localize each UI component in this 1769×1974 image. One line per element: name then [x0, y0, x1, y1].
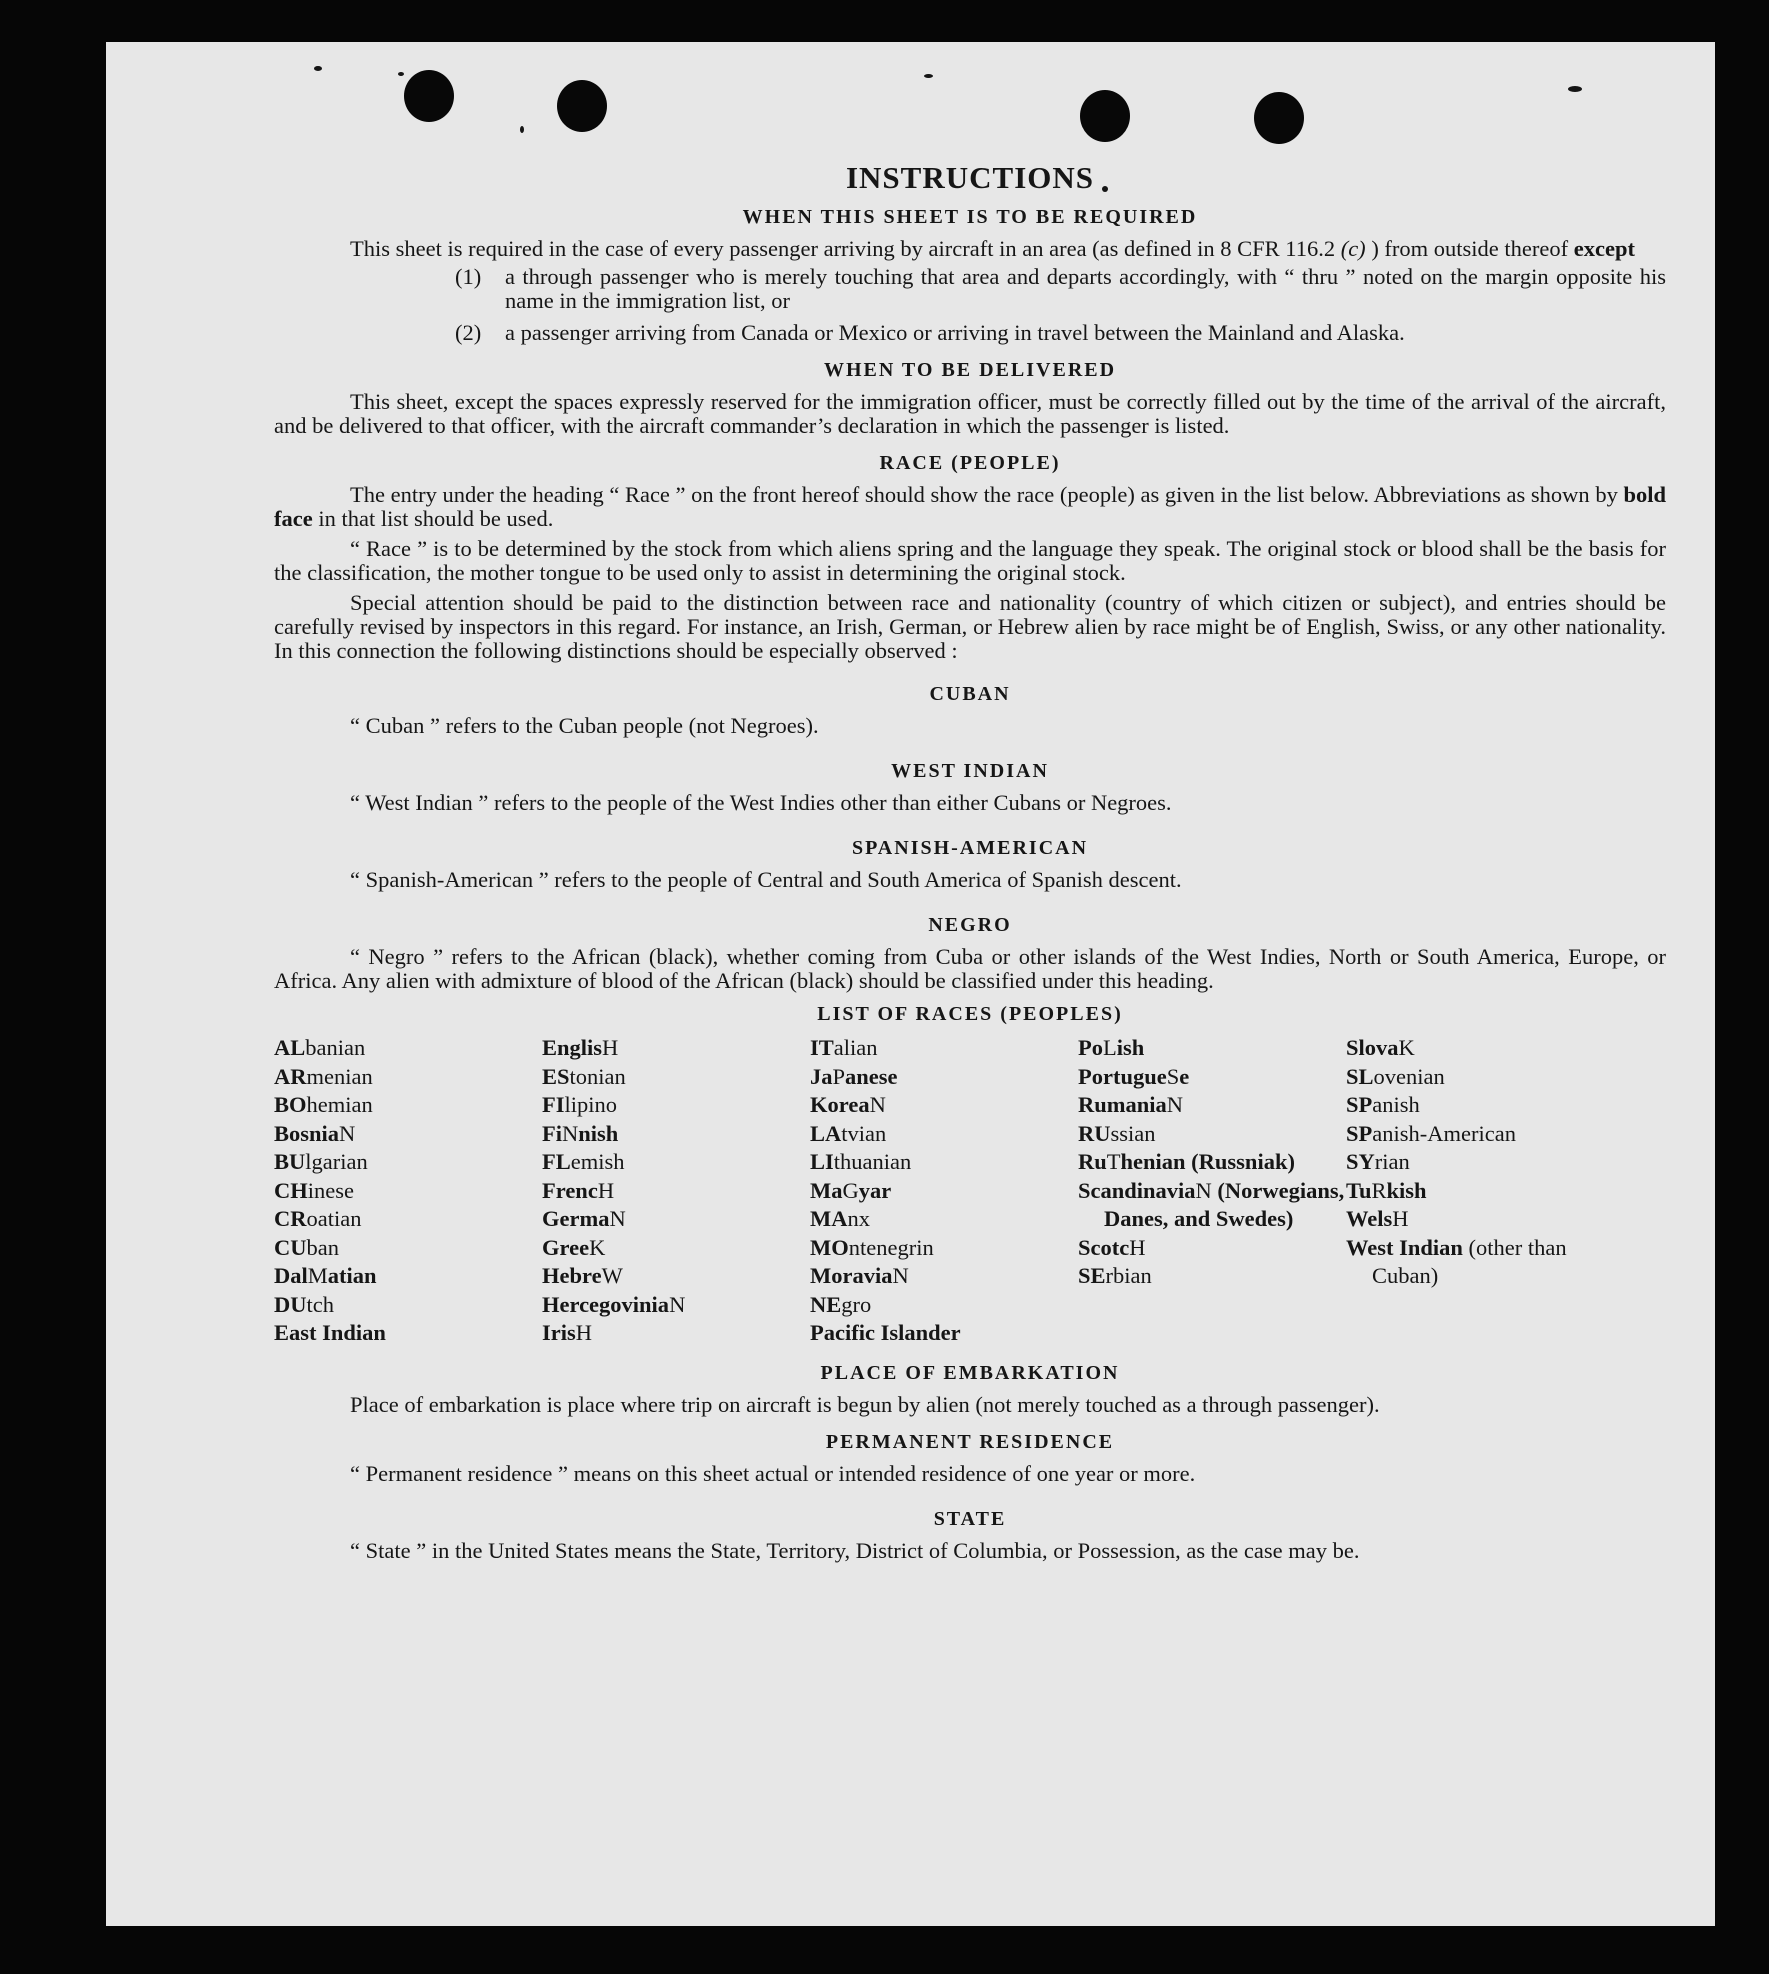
race-entry: GermaN [542, 1206, 626, 1231]
race-entry: ScandinaviaN (Norwegians, Danes, and Swedes) [1078, 1177, 1345, 1231]
heading-when-required: WHEN THIS SHEET IS TO BE REQUIRED [742, 206, 1198, 228]
race-entry: FiNnish [542, 1120, 619, 1146]
race-entry: TuRkish [1346, 1177, 1427, 1203]
heading-west-indian: WEST INDIAN [891, 760, 1049, 782]
race-entry: FLemish [542, 1149, 625, 1174]
race-entry: East Indian [274, 1320, 386, 1345]
heading-when-delivered: WHEN TO BE DELIVERED [823, 359, 1117, 381]
spanish-american-paragraph: “ Spanish-American ” refers to the people of Central and South America of Spanish descent. [350, 867, 1182, 892]
punch-hole [557, 80, 607, 132]
race-entry: MOntenegrin [810, 1234, 934, 1260]
race-entry: BOhemian [274, 1092, 373, 1117]
race-paragraph-1: The entry under the heading “ Race ” on the front hereof should show the race (people) as given in the list below. Abbreviations as shown by bold face in that list should be used. [274, 482, 1666, 531]
heading-negro: NEGRO [928, 914, 1012, 936]
speck [314, 66, 322, 71]
race-entry: FrencH [542, 1177, 615, 1203]
race-entry: WelsH [1346, 1206, 1409, 1231]
residence-paragraph: “ Permanent residence ” means on this sheet actual or intended residence of one year or more. [350, 1460, 1196, 1486]
race-entry: PoLish [1078, 1035, 1145, 1060]
race-entry: FIlipino [542, 1092, 618, 1117]
race-column [1346, 1034, 1614, 1348]
speck [924, 74, 933, 78]
race-entry: LIthuanian [810, 1149, 912, 1174]
race-entry: DUtch [274, 1291, 334, 1317]
race-entry: BosniaN [274, 1120, 356, 1146]
race-entry: MAnx [810, 1206, 870, 1231]
race-column [1078, 1034, 1346, 1348]
west-indian-paragraph: “ West Indian ” refers to the people of the West Indies other than either Cubans or Negroes. [350, 790, 1172, 815]
race-entry: PortugueSe [1078, 1063, 1190, 1089]
race-entry: BUlgarian [274, 1149, 368, 1174]
race-column [542, 1034, 810, 1348]
heading-embarkation: PLACE OF EMBARKATION [820, 1361, 1120, 1384]
race-entry: DalMatian [274, 1263, 377, 1288]
race-entry: JaPanese [810, 1063, 898, 1089]
delivered-paragraph: This sheet, except the spaces expressly reserved for the immigration officer, must be correctly filled out by the time of the arrival of the aircraft, and be delivered to that officer, with the aircraft commander’s declaration in which the passenger is listed. [274, 389, 1666, 438]
speck [398, 72, 404, 76]
race-entry: HebreW [542, 1263, 623, 1288]
instructions-content [274, 160, 1666, 1563]
race-column [274, 1034, 542, 1348]
race-paragraph-3: Special attention should be paid to the distinction between race and nationality (country of which citizen or subject), and entries should be carefully revised by inspectors in this regard. For instance, an Irish, German, or Hebrew alien by race might be of English, Swiss, or any other nationality. In this connection the following distinctions should be especially observed : [274, 590, 1666, 663]
race-entry: MaGyar [810, 1177, 892, 1203]
race-entry: SYrian [1346, 1149, 1410, 1174]
race-entry: RUssian [1078, 1120, 1156, 1146]
race-entry: GreeK [542, 1234, 606, 1260]
exception-item-2: (2) a passenger arriving from Canada or Mexico or arriving in travel between the Mainland and Alaska. [455, 320, 1405, 345]
document-sheet [106, 42, 1715, 1926]
race-entry: RumaniaN [1078, 1092, 1184, 1117]
race-entry: EnglisH [542, 1035, 619, 1060]
race-entry: CUban [274, 1234, 339, 1260]
race-entry: RuThenian (Russniak) [1078, 1149, 1295, 1174]
required-intro: This sheet is required in the case of every passenger arriving by aircraft in an area (as defined in 8 CFR 116.2 (c) ) from outside thereof except [350, 236, 1635, 261]
race-entry: IrisH [542, 1320, 592, 1345]
race-entry: ScotcH [1078, 1234, 1146, 1260]
race-entry: NEgro [810, 1291, 872, 1317]
race-entry: SLovenian [1346, 1063, 1445, 1089]
punch-hole [1080, 90, 1130, 142]
race-entry: KoreaN [810, 1092, 886, 1117]
race-entry: ALbanian [274, 1035, 366, 1060]
state-paragraph: “ State ” in the United States means the State, Territory, District of Columbia, or Possession, as the case may be. [350, 1537, 1360, 1563]
punch-hole [404, 70, 454, 122]
speck [520, 126, 524, 133]
heading-race: RACE (PEOPLE) [879, 452, 1061, 474]
races-list [274, 1034, 1666, 1348]
race-entry: SErbian [1078, 1263, 1152, 1288]
race-column [810, 1034, 1078, 1348]
embarkation-paragraph: Place of embarkation is place where trip on aircraft is begun by alien (not merely touched as a through passenger). [350, 1391, 1380, 1417]
race-entry: SPanish-American [1346, 1120, 1516, 1146]
exception-item-1: (1) a through passenger who is merely touching that area and departs accordingly, with “ thru ” noted on the margin opposite his name in the immigration list, or [455, 264, 1666, 313]
heading-spanish-american: SPANISH-AMERICAN [851, 837, 1089, 859]
race-entry: ITalian [810, 1035, 878, 1060]
race-entry: Pacific Islander [810, 1320, 961, 1345]
race-paragraph-2: “ Race ” is to be determined by the stock from which aliens spring and the language they speak. The original stock or blood shall be the basis for the classification, the mother tongue to be used only to assist in determining the original stock. [274, 536, 1666, 585]
heading-list-of-races: LIST OF RACES (PEOPLES) [817, 1003, 1123, 1025]
race-entry: EStonian [542, 1063, 626, 1089]
race-entry: CHinese [274, 1177, 354, 1203]
race-entry: MoraviaN [810, 1263, 909, 1288]
punch-hole [1254, 92, 1304, 144]
race-entry: West Indian (other than Cuban) [1346, 1234, 1567, 1288]
race-entry: CRoatian [274, 1206, 362, 1231]
speck [1568, 86, 1582, 92]
heading-state: STATE [933, 1507, 1007, 1530]
race-entry: SPanish [1346, 1092, 1420, 1117]
negro-paragraph: “ Negro ” refers to the African (black), whether coming from Cuba or other islands of the West Indies, North or South America, Europe, or Africa. Any alien with admixture of blood of the African (black) should be classified under this heading. [274, 944, 1666, 993]
race-entry: HercegoviniaN [542, 1291, 686, 1317]
heading-cuban: CUBAN [929, 683, 1011, 705]
cuban-paragraph: “ Cuban ” refers to the Cuban people (not Negroes). [350, 713, 819, 738]
heading-permanent-residence: PERMANENT RESIDENCE [825, 1430, 1115, 1453]
race-entry: ARmenian [274, 1063, 373, 1089]
race-entry: LAtvian [810, 1120, 887, 1146]
page-title: INSTRUCTIONS [845, 160, 1094, 195]
race-entry: SlovaK [1346, 1035, 1415, 1060]
